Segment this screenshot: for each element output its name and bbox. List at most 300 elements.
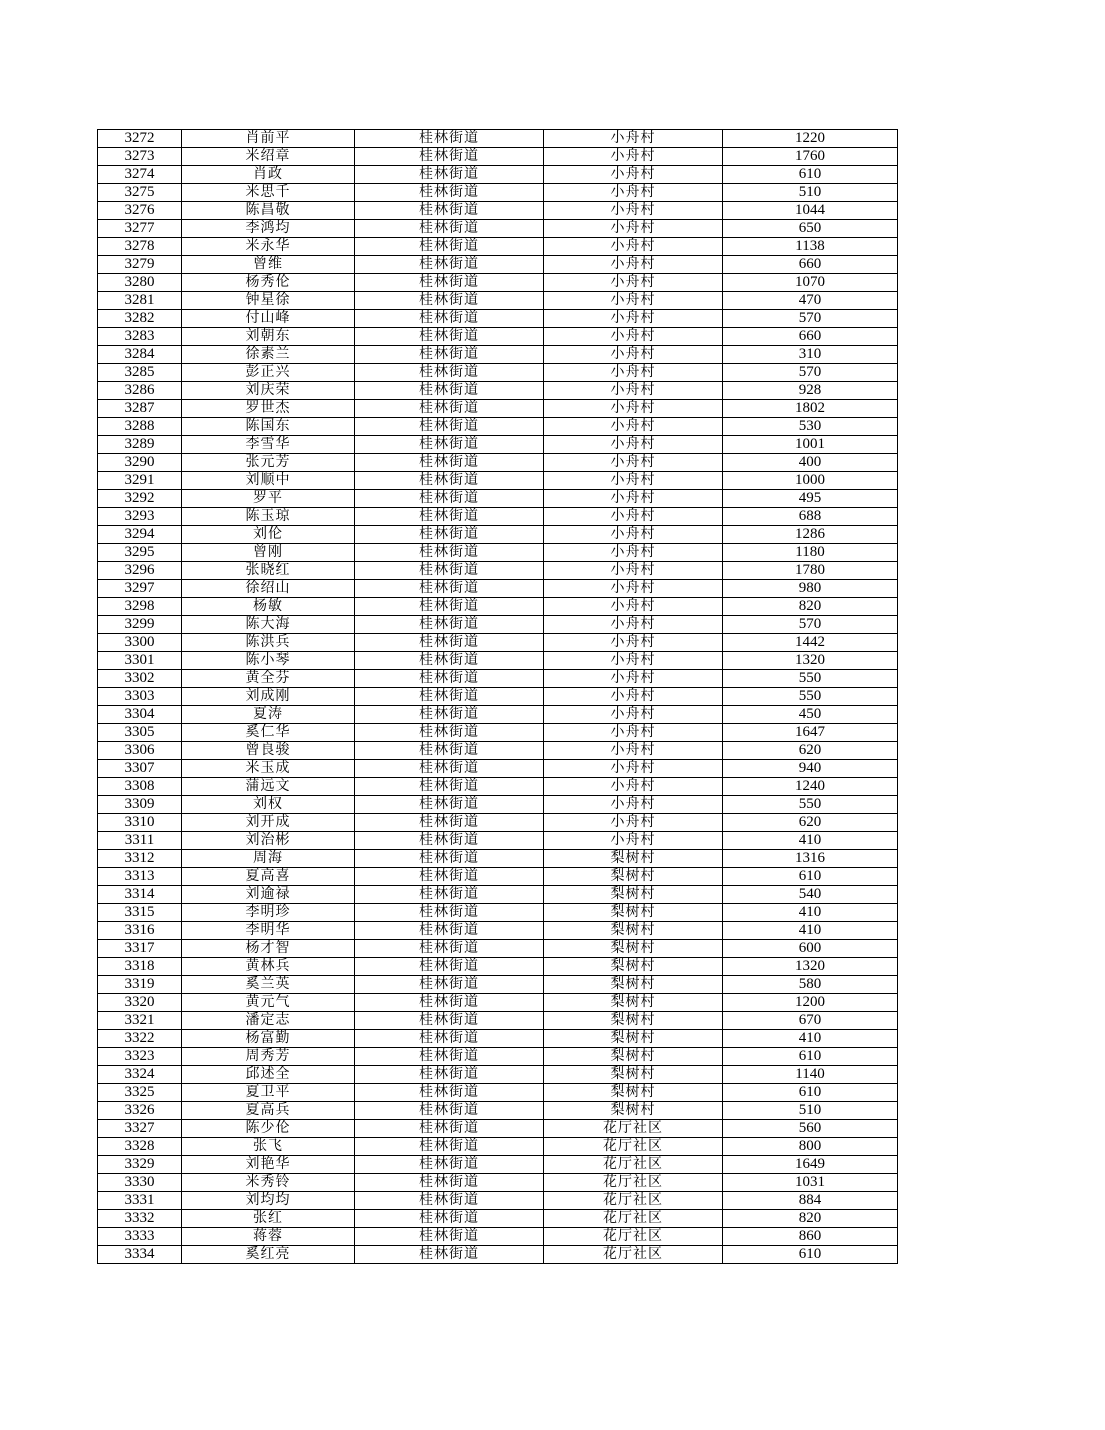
amount-cell: 660 [723,328,898,346]
table-row [98,148,898,166]
street-cell: 桂林街道 [355,1174,544,1192]
street-cell: 桂林街道 [355,598,544,616]
serial-number-cell: 3274 [98,166,182,184]
amount-cell: 820 [723,598,898,616]
amount-cell: 610 [723,1246,898,1264]
village-cell: 小舟村 [544,274,723,292]
street-cell: 桂林街道 [355,436,544,454]
amount-cell: 1320 [723,958,898,976]
person-name-cell: 刘权 [182,796,355,814]
table-row [98,886,898,904]
village-cell: 小舟村 [544,634,723,652]
serial-number-cell: 3300 [98,634,182,652]
amount-cell: 928 [723,382,898,400]
table-row [98,1030,898,1048]
serial-number-cell: 3279 [98,256,182,274]
amount-cell: 1180 [723,544,898,562]
serial-number-cell: 3302 [98,670,182,688]
amount-cell: 670 [723,1012,898,1030]
serial-number-cell: 3288 [98,418,182,436]
serial-number-cell: 3333 [98,1228,182,1246]
village-cell: 小舟村 [544,706,723,724]
person-name-cell: 张元芳 [182,454,355,472]
person-name-cell: 奚兰英 [182,976,355,994]
person-name-cell: 刘伦 [182,526,355,544]
serial-number-cell: 3298 [98,598,182,616]
village-cell: 小舟村 [544,184,723,202]
amount-cell: 510 [723,1102,898,1120]
table-row [98,310,898,328]
street-cell: 桂林街道 [355,256,544,274]
serial-number-cell: 3330 [98,1174,182,1192]
amount-cell: 570 [723,364,898,382]
village-cell: 小舟村 [544,472,723,490]
amount-cell: 540 [723,886,898,904]
street-cell: 桂林街道 [355,202,544,220]
street-cell: 桂林街道 [355,958,544,976]
table-row [98,1192,898,1210]
village-cell: 小舟村 [544,832,723,850]
amount-cell: 820 [723,1210,898,1228]
table-row [98,238,898,256]
table-row [98,1066,898,1084]
amount-cell: 510 [723,184,898,202]
serial-number-cell: 3310 [98,814,182,832]
street-cell: 桂林街道 [355,616,544,634]
village-cell: 小舟村 [544,616,723,634]
amount-cell: 1200 [723,994,898,1012]
table-row [98,688,898,706]
table-row [98,454,898,472]
person-name-cell: 曾良骏 [182,742,355,760]
village-cell: 梨树村 [544,994,723,1012]
amount-cell: 610 [723,868,898,886]
person-name-cell: 陈国东 [182,418,355,436]
amount-cell: 1649 [723,1156,898,1174]
village-cell: 小舟村 [544,418,723,436]
amount-cell: 495 [723,490,898,508]
amount-cell: 400 [723,454,898,472]
table-row [98,1102,898,1120]
person-name-cell: 周海 [182,850,355,868]
amount-cell: 1442 [723,634,898,652]
street-cell: 桂林街道 [355,1102,544,1120]
person-name-cell: 刘逾禄 [182,886,355,904]
street-cell: 桂林街道 [355,796,544,814]
village-cell: 梨树村 [544,1030,723,1048]
village-cell: 小舟村 [544,526,723,544]
village-cell: 花厅社区 [544,1120,723,1138]
amount-cell: 1220 [723,130,898,148]
serial-number-cell: 3277 [98,220,182,238]
person-name-cell: 米思千 [182,184,355,202]
street-cell: 桂林街道 [355,1084,544,1102]
amount-cell: 620 [723,814,898,832]
amount-cell: 310 [723,346,898,364]
table-row [98,220,898,238]
amount-cell: 1647 [723,724,898,742]
street-cell: 桂林街道 [355,562,544,580]
person-name-cell: 周秀芳 [182,1048,355,1066]
person-name-cell: 杨秀伦 [182,274,355,292]
street-cell: 桂林街道 [355,454,544,472]
person-name-cell: 夏卫平 [182,1084,355,1102]
person-name-cell: 潘定志 [182,1012,355,1030]
table-row [98,940,898,958]
serial-number-cell: 3272 [98,130,182,148]
table-row [98,850,898,868]
village-cell: 小舟村 [544,166,723,184]
serial-number-cell: 3284 [98,346,182,364]
street-cell: 桂林街道 [355,778,544,796]
street-cell: 桂林街道 [355,274,544,292]
street-cell: 桂林街道 [355,490,544,508]
village-cell: 小舟村 [544,202,723,220]
table-row [98,418,898,436]
serial-number-cell: 3299 [98,616,182,634]
table-row [98,490,898,508]
serial-number-cell: 3323 [98,1048,182,1066]
amount-cell: 660 [723,256,898,274]
street-cell: 桂林街道 [355,634,544,652]
table-row [98,526,898,544]
serial-number-cell: 3315 [98,904,182,922]
serial-number-cell: 3327 [98,1120,182,1138]
table-row [98,922,898,940]
table-row [98,1084,898,1102]
street-cell: 桂林街道 [355,526,544,544]
amount-cell: 1316 [723,850,898,868]
serial-number-cell: 3320 [98,994,182,1012]
roster-table [97,129,898,1264]
person-name-cell: 徐绍山 [182,580,355,598]
person-name-cell: 刘均均 [182,1192,355,1210]
person-name-cell: 陈小琴 [182,652,355,670]
table-row [98,1210,898,1228]
street-cell: 桂林街道 [355,1246,544,1264]
table-row [98,328,898,346]
person-name-cell: 刘艳华 [182,1156,355,1174]
person-name-cell: 米永华 [182,238,355,256]
street-cell: 桂林街道 [355,184,544,202]
person-name-cell: 米秀铃 [182,1174,355,1192]
person-name-cell: 黄元气 [182,994,355,1012]
street-cell: 桂林街道 [355,310,544,328]
village-cell: 梨树村 [544,850,723,868]
amount-cell: 410 [723,832,898,850]
serial-number-cell: 3318 [98,958,182,976]
street-cell: 桂林街道 [355,706,544,724]
serial-number-cell: 3295 [98,544,182,562]
amount-cell: 570 [723,310,898,328]
street-cell: 桂林街道 [355,328,544,346]
person-name-cell: 罗平 [182,490,355,508]
amount-cell: 410 [723,904,898,922]
amount-cell: 650 [723,220,898,238]
serial-number-cell: 3287 [98,400,182,418]
amount-cell: 580 [723,976,898,994]
person-name-cell: 杨敏 [182,598,355,616]
person-name-cell: 徐素兰 [182,346,355,364]
village-cell: 小舟村 [544,562,723,580]
serial-number-cell: 3325 [98,1084,182,1102]
table-row [98,1228,898,1246]
table-row [98,760,898,778]
village-cell: 梨树村 [544,922,723,940]
person-name-cell: 刘朝东 [182,328,355,346]
serial-number-cell: 3294 [98,526,182,544]
village-cell: 小舟村 [544,490,723,508]
street-cell: 桂林街道 [355,922,544,940]
serial-number-cell: 3306 [98,742,182,760]
person-name-cell: 杨富勤 [182,1030,355,1048]
village-cell: 小舟村 [544,346,723,364]
village-cell: 花厅社区 [544,1192,723,1210]
street-cell: 桂林街道 [355,238,544,256]
village-cell: 梨树村 [544,1084,723,1102]
village-cell: 梨树村 [544,868,723,886]
person-name-cell: 彭正兴 [182,364,355,382]
village-cell: 小舟村 [544,256,723,274]
street-cell: 桂林街道 [355,346,544,364]
amount-cell: 470 [723,292,898,310]
street-cell: 桂林街道 [355,886,544,904]
person-name-cell: 曾维 [182,256,355,274]
table-row [98,598,898,616]
village-cell: 小舟村 [544,292,723,310]
serial-number-cell: 3312 [98,850,182,868]
amount-cell: 1000 [723,472,898,490]
serial-number-cell: 3289 [98,436,182,454]
street-cell: 桂林街道 [355,1120,544,1138]
serial-number-cell: 3328 [98,1138,182,1156]
street-cell: 桂林街道 [355,292,544,310]
table-row [98,1174,898,1192]
village-cell: 梨树村 [544,940,723,958]
table-row [98,958,898,976]
street-cell: 桂林街道 [355,544,544,562]
serial-number-cell: 3292 [98,490,182,508]
table-row [98,382,898,400]
street-cell: 桂林街道 [355,940,544,958]
amount-cell: 550 [723,796,898,814]
street-cell: 桂林街道 [355,688,544,706]
amount-cell: 1044 [723,202,898,220]
table-row [98,292,898,310]
person-name-cell: 张红 [182,1210,355,1228]
table-row [98,904,898,922]
amount-cell: 410 [723,922,898,940]
street-cell: 桂林街道 [355,400,544,418]
amount-cell: 1802 [723,400,898,418]
person-name-cell: 李鸿均 [182,220,355,238]
table-row [98,274,898,292]
roster-table-body [98,130,898,1264]
table-row [98,346,898,364]
street-cell: 桂林街道 [355,1012,544,1030]
table-row [98,580,898,598]
table-row [98,634,898,652]
person-name-cell: 奚仁华 [182,724,355,742]
table-row [98,1012,898,1030]
person-name-cell: 陈少伦 [182,1120,355,1138]
table-row [98,184,898,202]
amount-cell: 1070 [723,274,898,292]
serial-number-cell: 3329 [98,1156,182,1174]
serial-number-cell: 3281 [98,292,182,310]
street-cell: 桂林街道 [355,1138,544,1156]
amount-cell: 610 [723,166,898,184]
amount-cell: 1320 [723,652,898,670]
village-cell: 小舟村 [544,670,723,688]
village-cell: 小舟村 [544,760,723,778]
village-cell: 梨树村 [544,1066,723,1084]
serial-number-cell: 3309 [98,796,182,814]
serial-number-cell: 3290 [98,454,182,472]
amount-cell: 410 [723,1030,898,1048]
village-cell: 小舟村 [544,778,723,796]
serial-number-cell: 3282 [98,310,182,328]
table-row [98,1138,898,1156]
person-name-cell: 黄林兵 [182,958,355,976]
amount-cell: 610 [723,1048,898,1066]
person-name-cell: 李雪华 [182,436,355,454]
table-row [98,544,898,562]
person-name-cell: 黄全芬 [182,670,355,688]
table-row [98,1246,898,1264]
person-name-cell: 李明华 [182,922,355,940]
street-cell: 桂林街道 [355,742,544,760]
serial-number-cell: 3313 [98,868,182,886]
village-cell: 小舟村 [544,382,723,400]
village-cell: 梨树村 [544,1012,723,1030]
table-row [98,436,898,454]
village-cell: 小舟村 [544,544,723,562]
street-cell: 桂林街道 [355,868,544,886]
amount-cell: 1760 [723,148,898,166]
serial-number-cell: 3316 [98,922,182,940]
person-name-cell: 钟星徐 [182,292,355,310]
amount-cell: 1780 [723,562,898,580]
street-cell: 桂林街道 [355,1156,544,1174]
village-cell: 小舟村 [544,400,723,418]
table-row [98,130,898,148]
table-row [98,832,898,850]
amount-cell: 620 [723,742,898,760]
street-cell: 桂林街道 [355,1210,544,1228]
table-row [98,562,898,580]
street-cell: 桂林街道 [355,382,544,400]
street-cell: 桂林街道 [355,418,544,436]
street-cell: 桂林街道 [355,1030,544,1048]
serial-number-cell: 3326 [98,1102,182,1120]
street-cell: 桂林街道 [355,904,544,922]
village-cell: 花厅社区 [544,1246,723,1264]
table-row [98,364,898,382]
village-cell: 小舟村 [544,148,723,166]
amount-cell: 1138 [723,238,898,256]
table-row [98,652,898,670]
person-name-cell: 张晓红 [182,562,355,580]
person-name-cell: 夏高兵 [182,1102,355,1120]
table-row [98,166,898,184]
serial-number-cell: 3285 [98,364,182,382]
village-cell: 小舟村 [544,310,723,328]
person-name-cell: 蒋蓉 [182,1228,355,1246]
person-name-cell: 刘庆荣 [182,382,355,400]
amount-cell: 688 [723,508,898,526]
village-cell: 小舟村 [544,598,723,616]
table-row [98,706,898,724]
amount-cell: 1286 [723,526,898,544]
street-cell: 桂林街道 [355,166,544,184]
serial-number-cell: 3273 [98,148,182,166]
amount-cell: 800 [723,1138,898,1156]
village-cell: 梨树村 [544,976,723,994]
table-row [98,1156,898,1174]
person-name-cell: 刘顺中 [182,472,355,490]
amount-cell: 550 [723,670,898,688]
serial-number-cell: 3280 [98,274,182,292]
amount-cell: 610 [723,1084,898,1102]
amount-cell: 1031 [723,1174,898,1192]
person-name-cell: 邱述全 [182,1066,355,1084]
serial-number-cell: 3275 [98,184,182,202]
person-name-cell: 陈玉琼 [182,508,355,526]
amount-cell: 570 [723,616,898,634]
street-cell: 桂林街道 [355,814,544,832]
table-row [98,472,898,490]
village-cell: 小舟村 [544,814,723,832]
person-name-cell: 米玉成 [182,760,355,778]
serial-number-cell: 3293 [98,508,182,526]
serial-number-cell: 3307 [98,760,182,778]
serial-number-cell: 3321 [98,1012,182,1030]
serial-number-cell: 3276 [98,202,182,220]
serial-number-cell: 3319 [98,976,182,994]
person-name-cell: 曾刚 [182,544,355,562]
village-cell: 花厅社区 [544,1228,723,1246]
serial-number-cell: 3305 [98,724,182,742]
serial-number-cell: 3314 [98,886,182,904]
amount-cell: 980 [723,580,898,598]
serial-number-cell: 3311 [98,832,182,850]
table-row [98,796,898,814]
village-cell: 小舟村 [544,742,723,760]
table-row [98,868,898,886]
table-row [98,1048,898,1066]
table-row [98,778,898,796]
serial-number-cell: 3324 [98,1066,182,1084]
serial-number-cell: 3317 [98,940,182,958]
serial-number-cell: 3283 [98,328,182,346]
serial-number-cell: 3286 [98,382,182,400]
village-cell: 小舟村 [544,328,723,346]
village-cell: 梨树村 [544,958,723,976]
table-row [98,202,898,220]
amount-cell: 884 [723,1192,898,1210]
person-name-cell: 奚红亮 [182,1246,355,1264]
village-cell: 花厅社区 [544,1156,723,1174]
street-cell: 桂林街道 [355,1066,544,1084]
person-name-cell: 陈大海 [182,616,355,634]
table-row [98,994,898,1012]
street-cell: 桂林街道 [355,850,544,868]
village-cell: 花厅社区 [544,1210,723,1228]
table-row [98,976,898,994]
person-name-cell: 夏高喜 [182,868,355,886]
person-name-cell: 李明珍 [182,904,355,922]
